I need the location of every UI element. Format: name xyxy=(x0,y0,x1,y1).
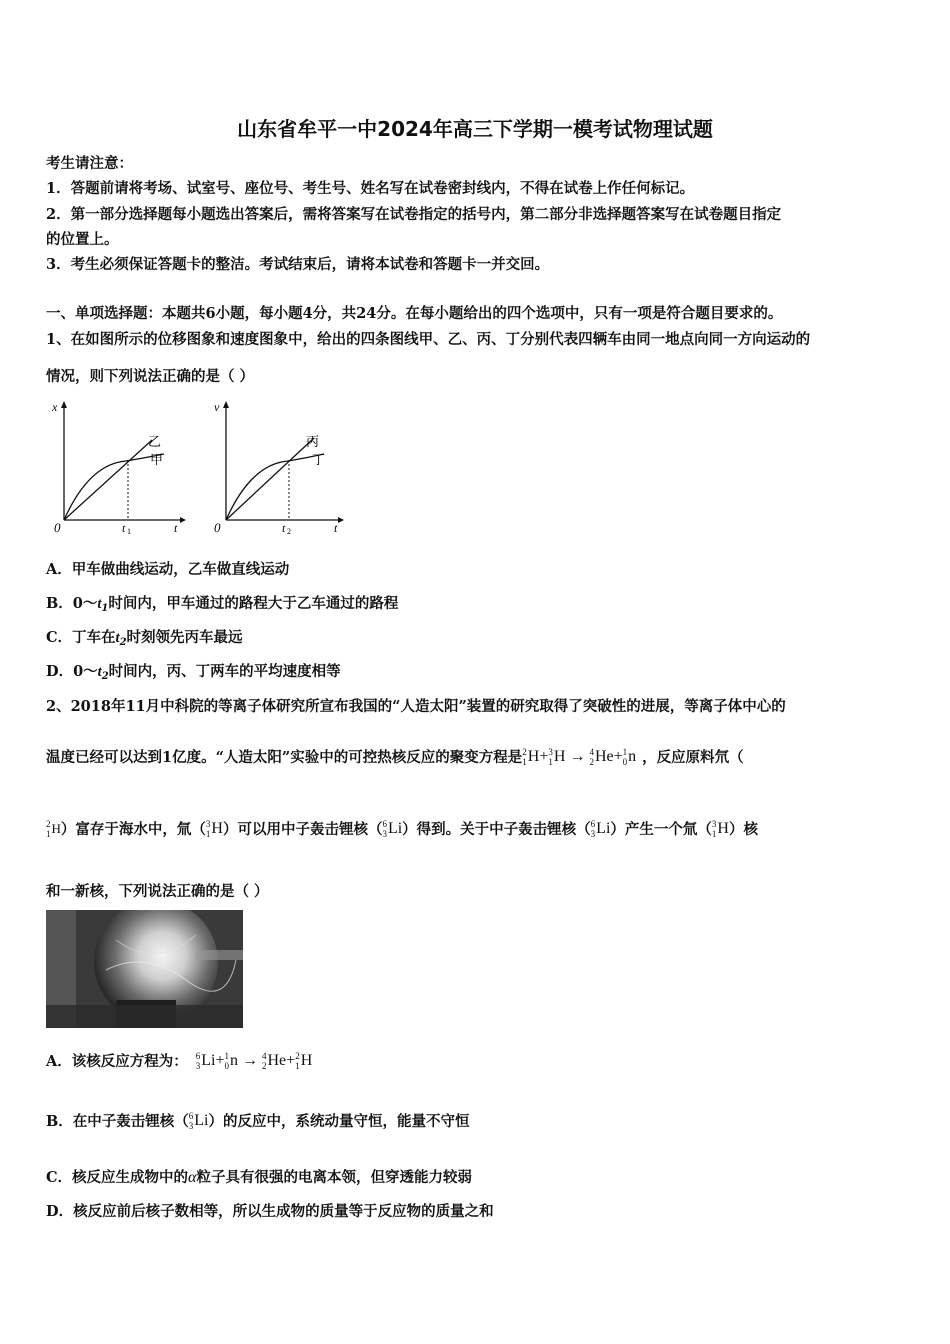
q1-option-b: B．$0\sim t_1$时间内，甲车通过的路程大于乙车通过的路程 xyxy=(46,595,399,614)
q1-option-c: C．丁车在$t_2$时刻领先丙车最远 xyxy=(46,629,243,648)
q2-stem-line2: 温度已经可以达到1亿度。“人造太阳”实验中的可控热核反应的聚变方程是 2 1 H + 3 1 H → 4 2 He + 1 0 n ，反应原料氘（ xyxy=(46,746,744,767)
graph1-label-yi: 乙 xyxy=(148,435,162,450)
notice-item-3: 3．考生必须保证答题卡的整洁。考试结束后，请将本试卷和答题卡一并交回。 xyxy=(46,256,550,273)
graph1-x-label: t xyxy=(174,521,178,535)
notice-item-2-cont: 的位置上。 xyxy=(46,231,119,248)
q1-graph-velocity xyxy=(206,398,351,535)
graph1-curve-jia xyxy=(64,454,164,520)
graph2-t-sub: 2 xyxy=(287,527,291,535)
q1-graph-displacement xyxy=(44,398,189,535)
graph1-y-label: x xyxy=(52,400,58,414)
graph1-t-sub: 1 xyxy=(127,527,131,535)
graph2-label-ding: 丁 xyxy=(312,453,326,468)
q1-option-d: D．$0\sim t_2$时间内，丙、丁两车的平均速度相等 xyxy=(46,663,341,682)
artificial-sun-photo xyxy=(46,910,243,1028)
q2-option-d: D．核反应前后核子数相等，所以生成物的质量等于反应物的质量之和 xyxy=(46,1203,494,1220)
q1-stem-line1: 1、在如图所示的位移图象和速度图象中，给出的四条图线甲、乙、丙、丁分别代表四辆车由同一地点向同一方向运动的 xyxy=(46,331,811,348)
q2-stem-line3: 2 1 H ）富存于海水中，氚（ 3 1 H ）可以用中子轰击锂核（ 6 3 Li ）得到。关于中子轰击锂核（ 6 3 Li ）产生一个氚（ 3 1 H ）核 xyxy=(46,818,758,839)
q2-option-b: B．在中子轰击锂核（ 6 3 Li ）的反应中，系统动量守恒，能量不守恒 xyxy=(46,1110,470,1131)
graph2-line-bing xyxy=(226,438,314,520)
notice-heading: 考生请注意： xyxy=(46,155,133,172)
graph2-label-bing: 丙 xyxy=(306,435,320,450)
graph2-t-label: t xyxy=(282,521,286,535)
q2-stem-line1: 2、2018年11月中科院的等离子体研究所宣布我国的“人造太阳”装置的研究取得了突破性的进展，等离子体中心的 xyxy=(46,698,786,715)
graph2-x-label: t xyxy=(334,521,338,535)
q1-stem-line2: 情况，则下列说法正确的是（ ） xyxy=(46,368,255,385)
q1-option-a: A．甲车做曲线运动，乙车做直线运动 xyxy=(46,561,290,578)
graph1-origin: 0 xyxy=(54,520,61,535)
graph2-curve-ding xyxy=(226,454,324,520)
section-heading: 一、单项选择题：本题共6小题，每小题4分，共24分。在每小题给出的四个选项中，只有一项是符合题目要求的。 xyxy=(46,305,783,322)
graph2-origin: 0 xyxy=(214,520,221,535)
graph1-t-label: t xyxy=(122,521,126,535)
graph1-line-yi xyxy=(64,440,152,520)
fusion-equation: 2 1 H + 3 1 H → 4 2 He + 1 0 n xyxy=(522,746,637,767)
q2-option-c: C．核反应生成物中的α粒子具有很强的电离本领，但穿透能力较弱 xyxy=(46,1169,472,1186)
graph1-label-jia: 甲 xyxy=(150,453,164,468)
q2-option-a: A．该核反应方程为： 6 3 Li + 1 0 n → 4 2 He + 2 1 H xyxy=(46,1050,313,1071)
notice-item-1: 1．答题前请将考场、试室号、座位号、考生号、姓名写在试卷密封线内，不得在试卷上作任何标记。 xyxy=(46,180,695,197)
lithium-reaction-equation: 6 3 Li + 1 0 n → 4 2 He + 2 1 H xyxy=(195,1050,313,1071)
notice-item-2: 2．第一部分选择题每小题选出答案后，需将答案写在试卷指定的括号内，第二部分非选择题答案写在试卷题目指定 xyxy=(46,206,782,223)
q2-stem-line4: 和一新核，下列说法正确的是（ ） xyxy=(46,883,269,900)
page-title: 山东省牟平一中2024年高三下学期一模考试物理试题 xyxy=(237,117,713,141)
graph2-y-label: v xyxy=(214,400,220,414)
